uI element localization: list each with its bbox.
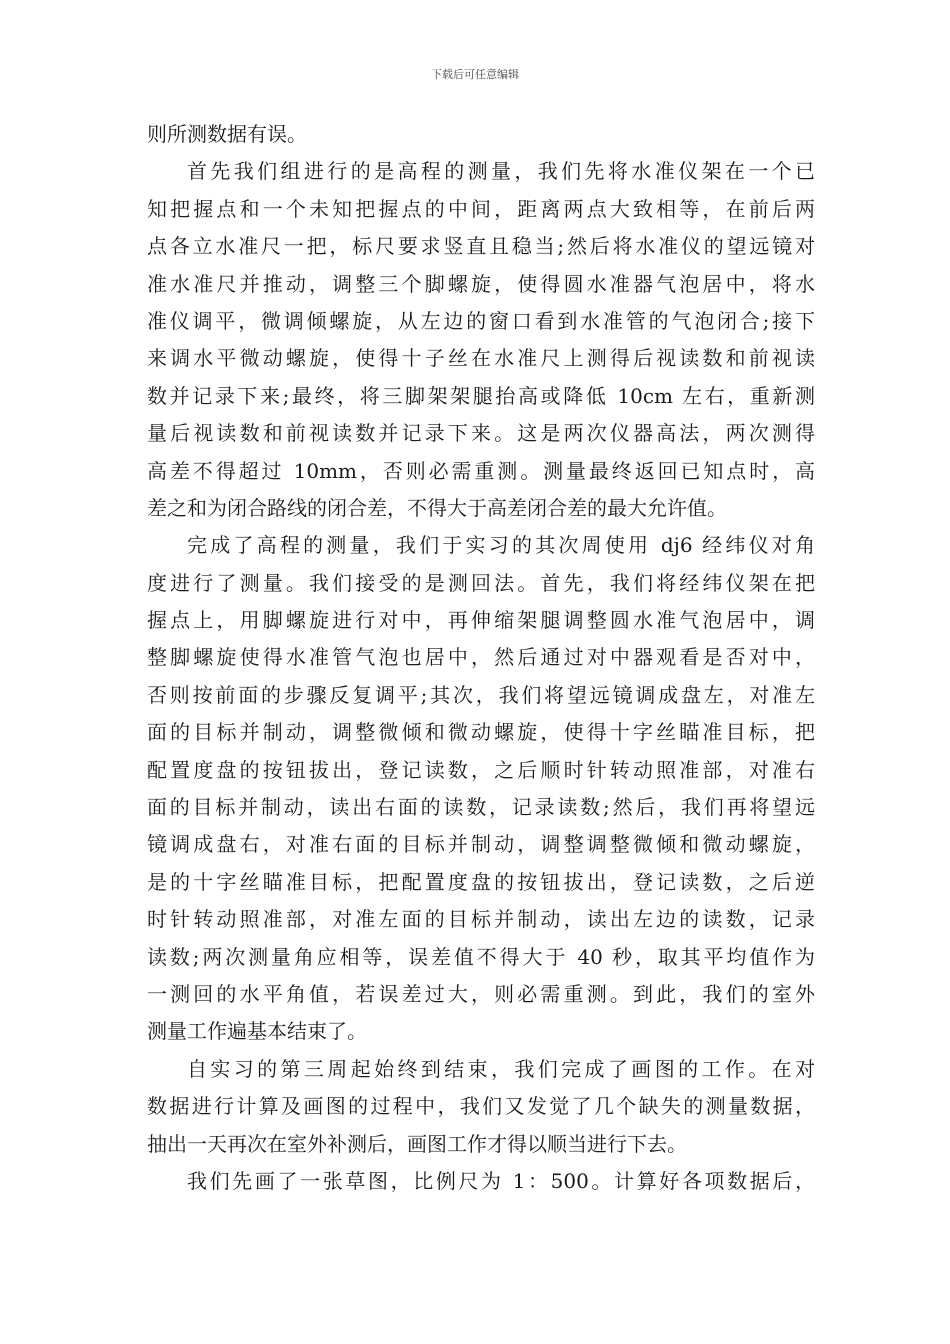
text-line: 知把握点和一个未知把握点的中间，距离两点大致相等，在前后两: [147, 196, 815, 221]
text-line: 准水准尺并推动，调整三个脚螺旋，使得圆水准器气泡居中，将水: [147, 271, 815, 296]
text-line: 是的十字丝瞄准目标，把配置度盘的按钮拔出，登记读数，之后逆: [147, 869, 815, 894]
text-line: 量后视读数和前视读数并记录下来。这是两次仪器高法，两次测得: [147, 421, 815, 446]
text-line: 自实习的第三周起始终到结束，我们完成了画图的工作。在对: [187, 1056, 815, 1081]
text-line: 完成了高程的测量，我们于实习的其次周使用 dj6 经纬仪对角: [187, 533, 815, 558]
text-line: 面的目标并制动，读出右面的读数，记录读数;然后，我们再将望远: [147, 795, 815, 820]
text-line: 首先我们组进行的是高程的测量，我们先将水准仪架在一个已: [187, 159, 815, 184]
text-line: 整脚螺旋使得水准管气泡也居中，然后通过对中器观看是否对中，: [147, 645, 815, 670]
text-line: 度进行了测量。我们接受的是测回法。首先，我们将经纬仪架在把: [147, 570, 815, 595]
text-line: 配置度盘的按钮拔出，登记读数，之后顺时针转动照准部，对准右: [147, 757, 815, 782]
text-line: 点各立水准尺一把，标尺要求竖直且稳当;然后将水准仪的望远镜对: [147, 234, 815, 259]
text-line: 差之和为闭合路线的闭合差，不得大于高差闭合差的最大允许值。: [147, 495, 727, 520]
text-line: 数据进行计算及画图的过程中，我们又发觉了几个缺失的测量数据，: [147, 1094, 815, 1119]
text-line: 否则按前面的步骤反复调平;其次，我们将望远镜调成盘左，对准左: [147, 682, 815, 707]
text-line: 面的目标并制动，调整微倾和微动螺旋，使得十字丝瞄准目标，把: [147, 720, 815, 745]
text-line: 我们先画了一张草图，比例尺为 1：500。计算好各项数据后，: [187, 1168, 815, 1193]
text-line: 握点上，用脚螺旋进行对中，再伸缩架腿调整圆水准气泡居中，调: [147, 608, 815, 633]
text-line: 镜调成盘右，对准右面的目标并制动，调整调整微倾和微动螺旋，: [147, 832, 815, 857]
text-line: 时针转动照准部，对准左面的目标并制动，读出左边的读数，记录: [147, 907, 815, 932]
paragraph: [147, 527, 815, 1050]
paragraph: [147, 153, 815, 527]
text-line: 测量工作遍基本结束了。: [147, 1019, 367, 1044]
text-line: 来调水平微动螺旋，使得十子丝在水准尺上测得后视读数和前视读: [147, 346, 815, 371]
text-line: 数并记录下来;最终，将三脚架架腿抬高或降低 10cm 左右，重新测: [147, 383, 815, 408]
text-line: 准仪调平，微调倾螺旋，从左边的窗口看到水准管的气泡闭合;接下: [147, 308, 815, 333]
text-line: 抽出一天再次在室外补测后，画图工作才得以顺当进行下去。: [147, 1131, 687, 1156]
text-line: 读数;两次测量角应相等，误差值不得大于 40 秒，取其平均值作为: [147, 944, 815, 969]
page-header: 下载后可任意编辑: [431, 68, 519, 81]
document-body: [147, 116, 815, 1200]
paragraph: [147, 1051, 815, 1163]
paragraph: [147, 1163, 815, 1200]
text-line: 高差不得超过 10mm，否则必需重测。测量最终返回已知点时，高: [147, 458, 815, 483]
text-line: 则所测数据有误。: [147, 122, 307, 146]
paragraph: [147, 116, 815, 153]
text-line: 一测回的水平角值，若误差过大，则必需重测。到此，我们的室外: [147, 981, 815, 1006]
